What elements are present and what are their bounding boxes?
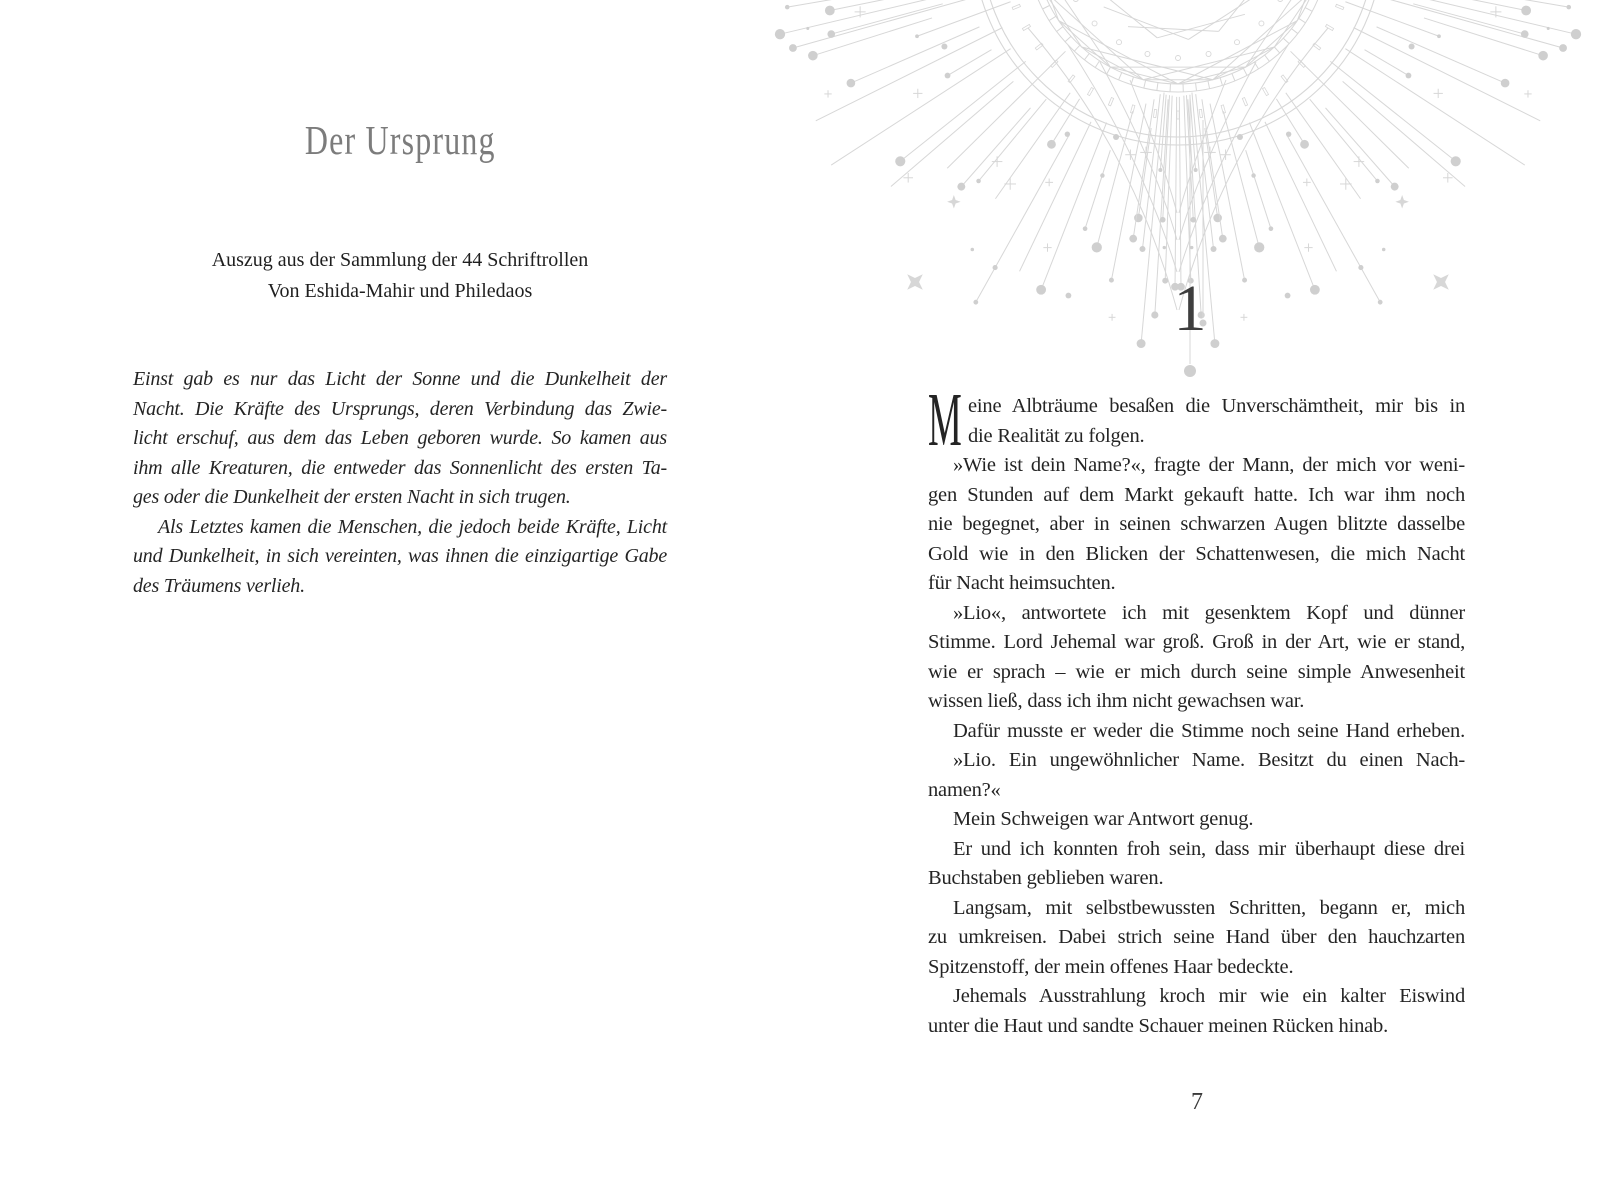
text-line: Mein Schweigen war Antwort genug.: [953, 808, 1254, 830]
text-line: des Träumens verlieh.: [133, 574, 305, 597]
text-line: nie begegnet, aber in seinen schwarzen Augen blitzte dasselbe: [928, 513, 1465, 535]
text-line: für Nacht heimsuchten.: [928, 572, 1116, 594]
text-line: Langsam, mit selbstbewussten Schritten, begann er, mich: [953, 896, 1465, 919]
chapter-number: 1: [1173, 272, 1207, 345]
text-line: Spitzenstoff, der mein offenes Haar bedeckte.: [928, 955, 1294, 978]
chapter-title-text: Der Ursprung: [304, 117, 496, 163]
text-line: und Dunkelheit, in sich vereinten, was ihnen die einzigartige Gabe: [133, 545, 667, 567]
text-line: »Wie ist dein Name?«, fragte der Mann, der mich vor weni-: [953, 454, 1465, 476]
text-line: Buchstaben geblieben waren.: [928, 867, 1164, 889]
epigraph-text: [133, 365, 667, 601]
text-line: Nacht. Die Kräfte des Ursprungs, deren Verbindung das Zwie-: [133, 397, 667, 420]
text-line: namen?«: [928, 778, 1001, 801]
text-line: zu umkreisen. Dabei strich seine Hand über den hauchzarten: [928, 926, 1465, 948]
page-number: 7: [1191, 1089, 1203, 1115]
text-line: ges oder die Dunkelheit der ersten Nacht in sich trugen.: [133, 486, 571, 508]
text-line: »Lio. Ein ungewöhnlicher Name. Besitzt du einen Nach-: [953, 749, 1465, 771]
text-line: die Realität zu folgen.: [968, 424, 1145, 447]
epigraph-source-line: Auszug aus der Sammlung der 44 Schriftrollen: [211, 249, 589, 271]
epigraph-source: [133, 245, 667, 307]
text-line: wie er sprach – wie er mich durch seine simple Anwesenheit: [928, 660, 1465, 683]
chapter-title: [133, 116, 667, 164]
text-line: gen Stunden auf dem Markt gekauft hatte. Ich war ihm noch: [928, 483, 1465, 506]
text-line: Als Letztes kamen die Menschen, die jedoch beide Kräfte, Licht: [158, 515, 667, 538]
text-line: wissen ließ, dass ich ihm nicht gewachsen war.: [928, 690, 1305, 712]
text-line: Jehemals Ausstrahlung kroch mir wie ein kalter Eiswind: [953, 985, 1465, 1007]
text-line: licht erschuf, aus dem das Leben geboren wurde. So kamen aus: [133, 427, 667, 449]
text-line: »Lio«, antwortete ich mit gesenktem Kopf und dünner: [953, 601, 1465, 624]
chapter-body: [928, 378, 1465, 1041]
text-line: Gold wie in den Blicken der Schattenwesen, die mich Nacht: [928, 542, 1465, 565]
epigraph-source-line: Von Eshida-Mahir und Philedaos: [267, 280, 533, 302]
drop-cap: M: [928, 378, 962, 462]
text-line: Einst gab es nur das Licht der Sonne und die Dunkelheit der: [133, 368, 667, 390]
text-line: Er und ich konnten froh sein, dass mir überhaupt diese drei: [953, 837, 1465, 860]
text-line: unter die Haut und sandte Schauer meinen Rücken hinab.: [928, 1014, 1388, 1037]
text-line: Stimme. Lord Jehemal war groß. Groß in der Art, wie er stand,: [928, 631, 1465, 653]
text-line: eine Albträume besaßen die Unverschämtheit, mir bis in: [968, 395, 1465, 417]
text-line: Dafür musste er weder die Stimme noch seine Hand erheben.: [953, 719, 1465, 742]
text-line: ihm alle Kreaturen, die entweder das Sonnenlicht des ersten Ta-: [133, 456, 667, 479]
